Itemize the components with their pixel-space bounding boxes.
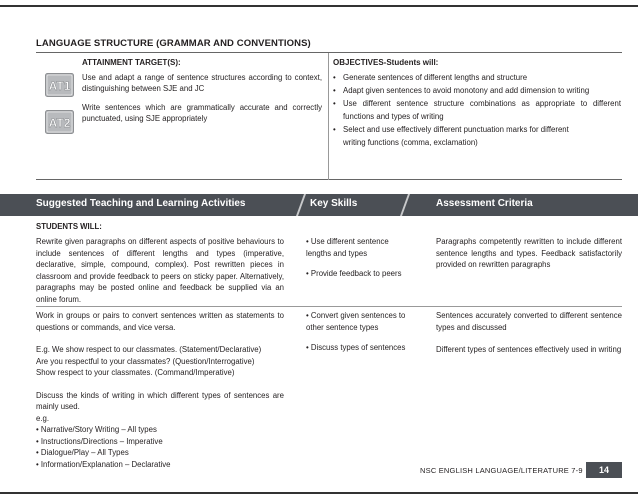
skill-item: • Provide feedback to peers	[306, 269, 402, 278]
activity-list-item: • Information/Explanation – Declarative	[36, 459, 171, 469]
objective-item: • Select and use effectively different punctuation marks for different	[333, 125, 569, 134]
activities-cell	[36, 236, 284, 305]
bottom-rule	[0, 492, 638, 494]
header-separator	[400, 194, 410, 216]
row-divider	[36, 306, 622, 307]
skills-cell	[306, 310, 416, 354]
at1-badge-label: AT1	[48, 79, 71, 93]
activity-list-item: • Narrative/Story Writing – All types	[36, 425, 157, 434]
section-title: LANGUAGE STRUCTURE (GRAMMAR AND CONVENTIONS)	[36, 38, 311, 49]
activity-list-item: • Instructions/Directions – Imperative	[36, 436, 163, 446]
objective-item: • Use different sentence structure combinations as appropriate to different	[333, 99, 621, 108]
objective-item: • Generate sentences of different lengths and structure	[333, 73, 528, 82]
key-skills-header: Key Skills	[310, 198, 358, 209]
activity-list-item: • Dialogue/Play – All Types	[36, 448, 129, 457]
skill-item: • Discuss types of sentences	[306, 343, 406, 352]
objectives-heading: OBJECTIVES-Students will:	[333, 58, 439, 67]
activities-cell	[36, 310, 284, 470]
objectives-list	[333, 71, 621, 149]
activity-text: Work in groups or pairs to convert sentences written as statements to questions or commands, and vice versa.	[36, 311, 284, 332]
activity-text: Rewrite given paragraphs on different aspects of positive behaviours to include sentences of different lengths and types (imperative, declarative, simple, compound, complex). Post rewritten pieces in classroom and provide feedback to peers on sticky paper. Alternatively, paragraphs may be posted online and feedback be supplied via an online forum.	[36, 237, 284, 304]
criteria-text: Paragraphs competently rewritten to include different sentence lengths and types. Feedback satisfactorily provided on rewritten paragraphs	[436, 237, 622, 269]
criteria-text: Different types of sentences effectively used in writing	[436, 345, 622, 354]
at2-badge	[45, 110, 74, 134]
column-divider	[328, 53, 329, 180]
activities-header: Suggested Teaching and Learning Activities	[36, 198, 246, 209]
objective-item: • Adapt given sentences to avoid monotony and add dimension to writing	[333, 86, 590, 95]
objective-item-continued: functions and types of writing	[343, 112, 444, 121]
skills-cell	[306, 236, 416, 280]
objective-item-continued: writing functions (comma, exclamation)	[343, 138, 478, 147]
criteria-text: Sentences accurately converted to different sentence types and discussed	[436, 311, 622, 332]
skill-item: • Use different sentence lengths and types	[306, 237, 389, 258]
targets-objectives-box	[36, 52, 622, 180]
at1-badge	[45, 73, 74, 97]
activity-text: E.g. We show respect to our classmates. (Statement/Declarative)	[36, 345, 262, 354]
at1-text: Use and adapt a range of sentence structures according to context, distinguishing between SJE and JC	[82, 73, 322, 93]
activity-text: Show respect to your classmates. (Command/Imperative)	[36, 368, 235, 377]
skill-item: • Convert given sentences to other sentence types	[306, 311, 406, 332]
page-number: 14	[586, 462, 622, 478]
table-header-banner	[0, 194, 638, 216]
at2-text: Write sentences which are grammatically accurate and correctly punctuated, using SJE appropriately	[82, 103, 322, 123]
criteria-cell	[436, 236, 622, 271]
activity-text: e.g.	[36, 413, 50, 423]
criteria-cell	[436, 310, 622, 356]
at2-badge-label: AT2	[48, 116, 71, 130]
activity-text: Discuss the kinds of writing in which different types of sentences are mainly used.	[36, 390, 284, 411]
assessment-header: Assessment Criteria	[436, 198, 533, 209]
students-will-label: STUDENTS WILL:	[36, 222, 102, 231]
top-rule	[0, 5, 638, 7]
footer-title: NSC ENGLISH LANGUAGE/LITERATURE 7-9	[420, 466, 583, 475]
attainment-heading: ATTAINMENT TARGET(S):	[82, 58, 181, 67]
header-separator	[296, 194, 306, 216]
activity-text: Are you respectful to your classmates? (Question/Interrogative)	[36, 356, 255, 366]
